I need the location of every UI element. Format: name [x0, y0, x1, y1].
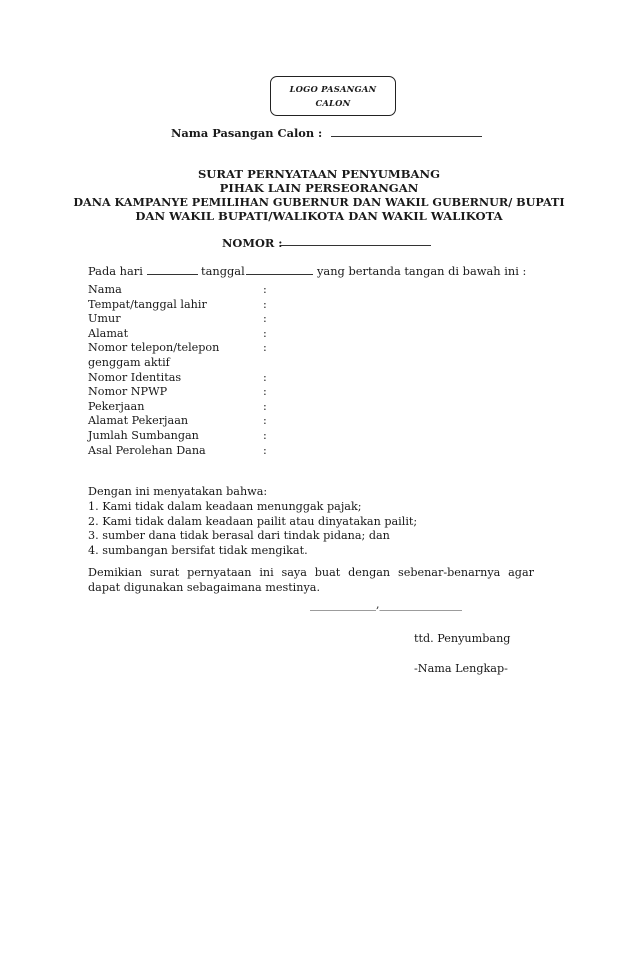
declaration-item: 4. sumbangan bersifat tidak mengikat.: [88, 544, 308, 558]
field-pekerjaan: [88, 400, 368, 415]
field-label: Jumlah Sumbangan: [88, 428, 199, 442]
field-alamat-pekerjaan: [88, 414, 368, 429]
signature-name: -Nama Lengkap-: [414, 662, 508, 675]
field-asal-perolehan-dana: [88, 444, 368, 459]
field-colon: :: [263, 326, 267, 340]
field-nomor-telepon: [88, 341, 368, 370]
field-umur: [88, 312, 368, 327]
nomor-blank[interactable]: [281, 236, 431, 246]
title-line-2: PIHAK LAIN PERSEORANGAN: [219, 181, 419, 195]
place-date-line[interactable]: ____________,_______________: [310, 598, 462, 611]
field-label: Pekerjaan: [88, 399, 145, 413]
hari-blank[interactable]: [147, 265, 198, 275]
field-label: Asal Perolehan Dana: [88, 443, 206, 457]
candidate-name-blank[interactable]: [331, 127, 482, 137]
signature-ttd: ttd. Penyumbang: [414, 632, 511, 645]
field-colon: :: [263, 385, 267, 399]
intro-tanggal: tanggal: [201, 264, 245, 278]
nomor-label: NOMOR :: [222, 236, 283, 250]
field-jumlah-sumbangan: [88, 429, 368, 444]
tanggal-blank[interactable]: [246, 265, 313, 275]
declaration-item: 2. Kami tidak dalam keadaan pailit atau dinyatakan pailit;: [88, 514, 418, 528]
field-label: Nomor telepon/telepon genggam aktif: [88, 341, 220, 369]
logo-label-line1: LOGO PASANGAN: [289, 84, 377, 94]
declaration-block: [88, 485, 417, 559]
intro-pada-hari: Pada hari: [88, 264, 143, 278]
logo-placeholder-box: [270, 76, 396, 116]
field-nomor-identitas: [88, 371, 368, 386]
field-nomor-npwp: [88, 385, 368, 400]
title-line-1: SURAT PERNYATAAN PENYUMBANG: [197, 167, 441, 181]
declaration-item: 3. sumber dana tidak berasal dari tindak pidana; dan: [88, 529, 390, 543]
field-label: Nomor Identitas: [88, 370, 182, 384]
field-nama: [88, 283, 368, 298]
field-label: Tempat/tanggal lahir: [88, 297, 207, 311]
field-colon: :: [263, 428, 267, 442]
candidate-name-label: Nama Pasangan Calon: [171, 126, 315, 140]
field-colon: :: [263, 399, 267, 413]
title-line-4: DAN WAKIL BUPATI/WALIKOTA DAN WAKIL WALIKOTA: [135, 209, 503, 223]
closing-paragraph: Demikian surat pernyataan ini saya buat dengan sebenar-benarnya agar dapat digunakan sebagaimana mestinya.: [88, 566, 534, 594]
identity-fields: [88, 283, 368, 458]
field-colon: :: [263, 443, 267, 457]
field-colon: :: [263, 370, 267, 384]
field-label: Alamat Pekerjaan: [88, 414, 189, 428]
field-colon: :: [263, 297, 267, 311]
field-colon: :: [263, 312, 267, 326]
declaration-item: 1. Kami tidak dalam keadaan menunggak pajak;: [88, 499, 362, 513]
field-tempat-tanggal-lahir: [88, 298, 368, 313]
candidate-name-colon: :: [318, 126, 323, 140]
field-label: Umur: [88, 312, 121, 326]
field-label: Nomor NPWP: [88, 385, 168, 399]
logo-label-line2: CALON: [315, 98, 351, 108]
declaration-intro: Dengan ini menyatakan bahwa:: [88, 485, 268, 498]
field-label: Nama: [88, 283, 122, 296]
field-colon: :: [263, 283, 267, 296]
title-line-3: DANA KAMPANYE PEMILIHAN GUBERNUR DAN WAKIL GUBERNUR/ BUPATI: [73, 195, 565, 209]
intro-rest: yang bertanda tangan di bawah ini :: [317, 264, 527, 278]
field-label: Alamat: [88, 326, 129, 340]
field-alamat: [88, 327, 368, 342]
field-colon: :: [263, 414, 267, 428]
field-colon: :: [263, 341, 267, 355]
